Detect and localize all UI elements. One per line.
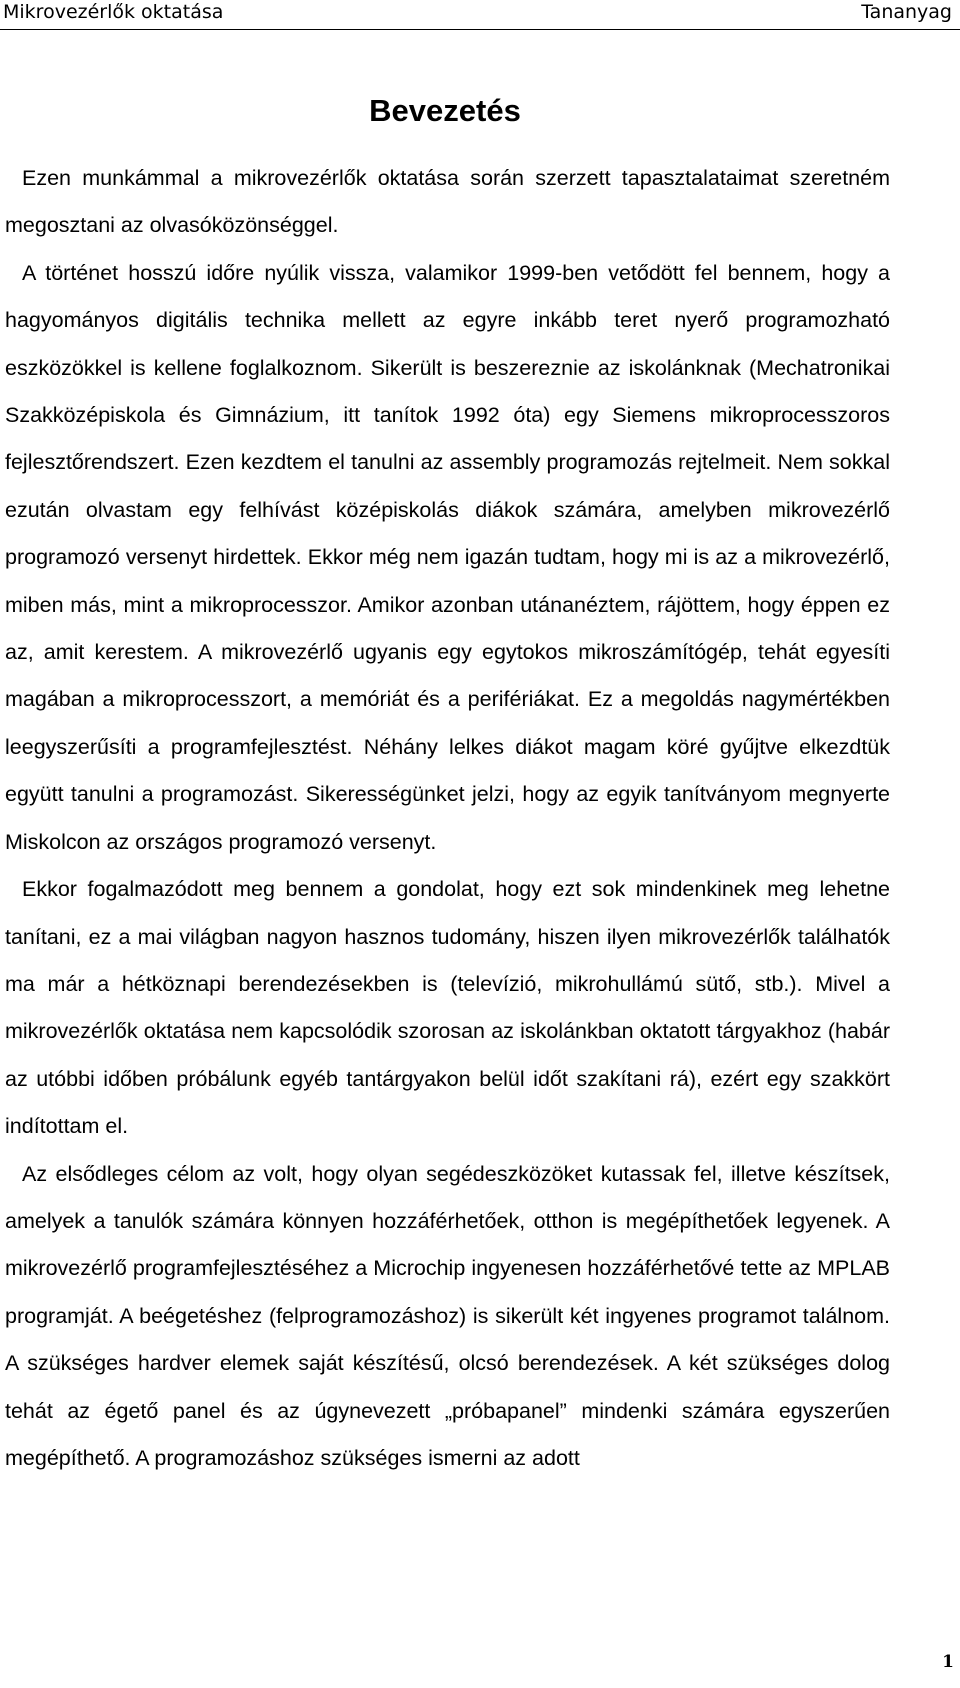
page-number: 1 [942, 1652, 954, 1672]
paragraph-idea: Ekkor fogalmazódott meg bennem a gondolat, hogy ezt sok mindenkinek meg lehetne tanítani, ez a mai világban nagyon hasznos tudomány, hiszen ilyen mikrovezérlők találhatók ma már a hétköznapi berendezésekben is (televízió, mikrohullámú sütő, stb.). Mivel a mikrovezérlők oktatása nem kapcsolódik szorosan az iskolánkban oktatott tárgyakhoz (habár az utóbbi időben próbálunk egyéb tantárgyakon belül időt szakítani rá), ezért egy szakkört indítottam el. [5, 877, 890, 1139]
header-divider [0, 29, 960, 30]
header-section-label: Tananyag [861, 1, 952, 23]
page-title: Bevezetés [369, 93, 521, 128]
paragraph-intro: Ezen munkámmal a mikrovezérlők oktatása során szerzett tapasztalataimat szeretném megosztani az olvasóközönséggel. [5, 166, 890, 238]
paragraph-history: A történet hosszú időre nyúlik vissza, valamikor 1999-ben vetődött fel bennem, hogy a hagyományos digitális technika mellett az egyre inkább teret nyerő programozható eszközökkel is kellene foglalkoznom. Sikerült is beszereznie az iskolánknak (Mechatronikai Szakközépiskola és Gimnázium, itt tanítok 1992 óta) egy Siemens mikroprocesszoros fejlesztőrendszert. Ezen kezdtem el tanulni az assembly programozás rejtelmeit. Nem sokkal ezután olvastam egy felhívást középiskolás diákok számára, amelyben mikrovezérlő programozó versenyt hirdettek. Ekkor még nem igazán tudtam, hogy mi is az a mikrovezérlő, miben más, mint a mikroprocesszor. Amikor azonban utánanéztem, rájöttem, hogy éppen ez az, amit kerestem. A mikrovezérlő ugyanis egy egytokos mikroszámítógép, tehát egyesíti magában a mikroprocesszort, a memóriát és a perifériákat. Ez a megoldás nagymértékben leegyszerűsíti a programfejlesztést. Néhány lelkes diákot magam köré gyűjtve elkezdtük együtt tanulni a programozást. Sikerességünket jelzi, hogy az egyik tanítványom megnyerte Miskolcon az országos programozó versenyt. [5, 260, 890, 854]
running-header [0, 0, 960, 30]
header-document-title: Mikrovezérlők oktatása [3, 1, 224, 23]
paragraph-goal: Az elsődleges célom az volt, hogy olyan segédeszközöket kutassak fel, illetve készítsek, amelyek a tanulók számára könnyen hozzáférhetőek, otthon is megépíthetőek legyenek. A mikrovezérlő programfejlesztéséhez a Microchip ingyenesen hozzáférhetővé tette az MPLAB programját. A beégetéshez (felprogramozáshoz) is sikerült két ingyenes programot találnom. A szükséges hardver elemek saját készítésű, olcsó berendezések. A két szükséges dolog tehát az égető panel és az úgynevezett „próbapanel” mindenki számára egyszerűen megépíthető. A programozáshoz szükséges ismerni az adott [5, 1161, 890, 1470]
body-text [5, 155, 890, 1482]
